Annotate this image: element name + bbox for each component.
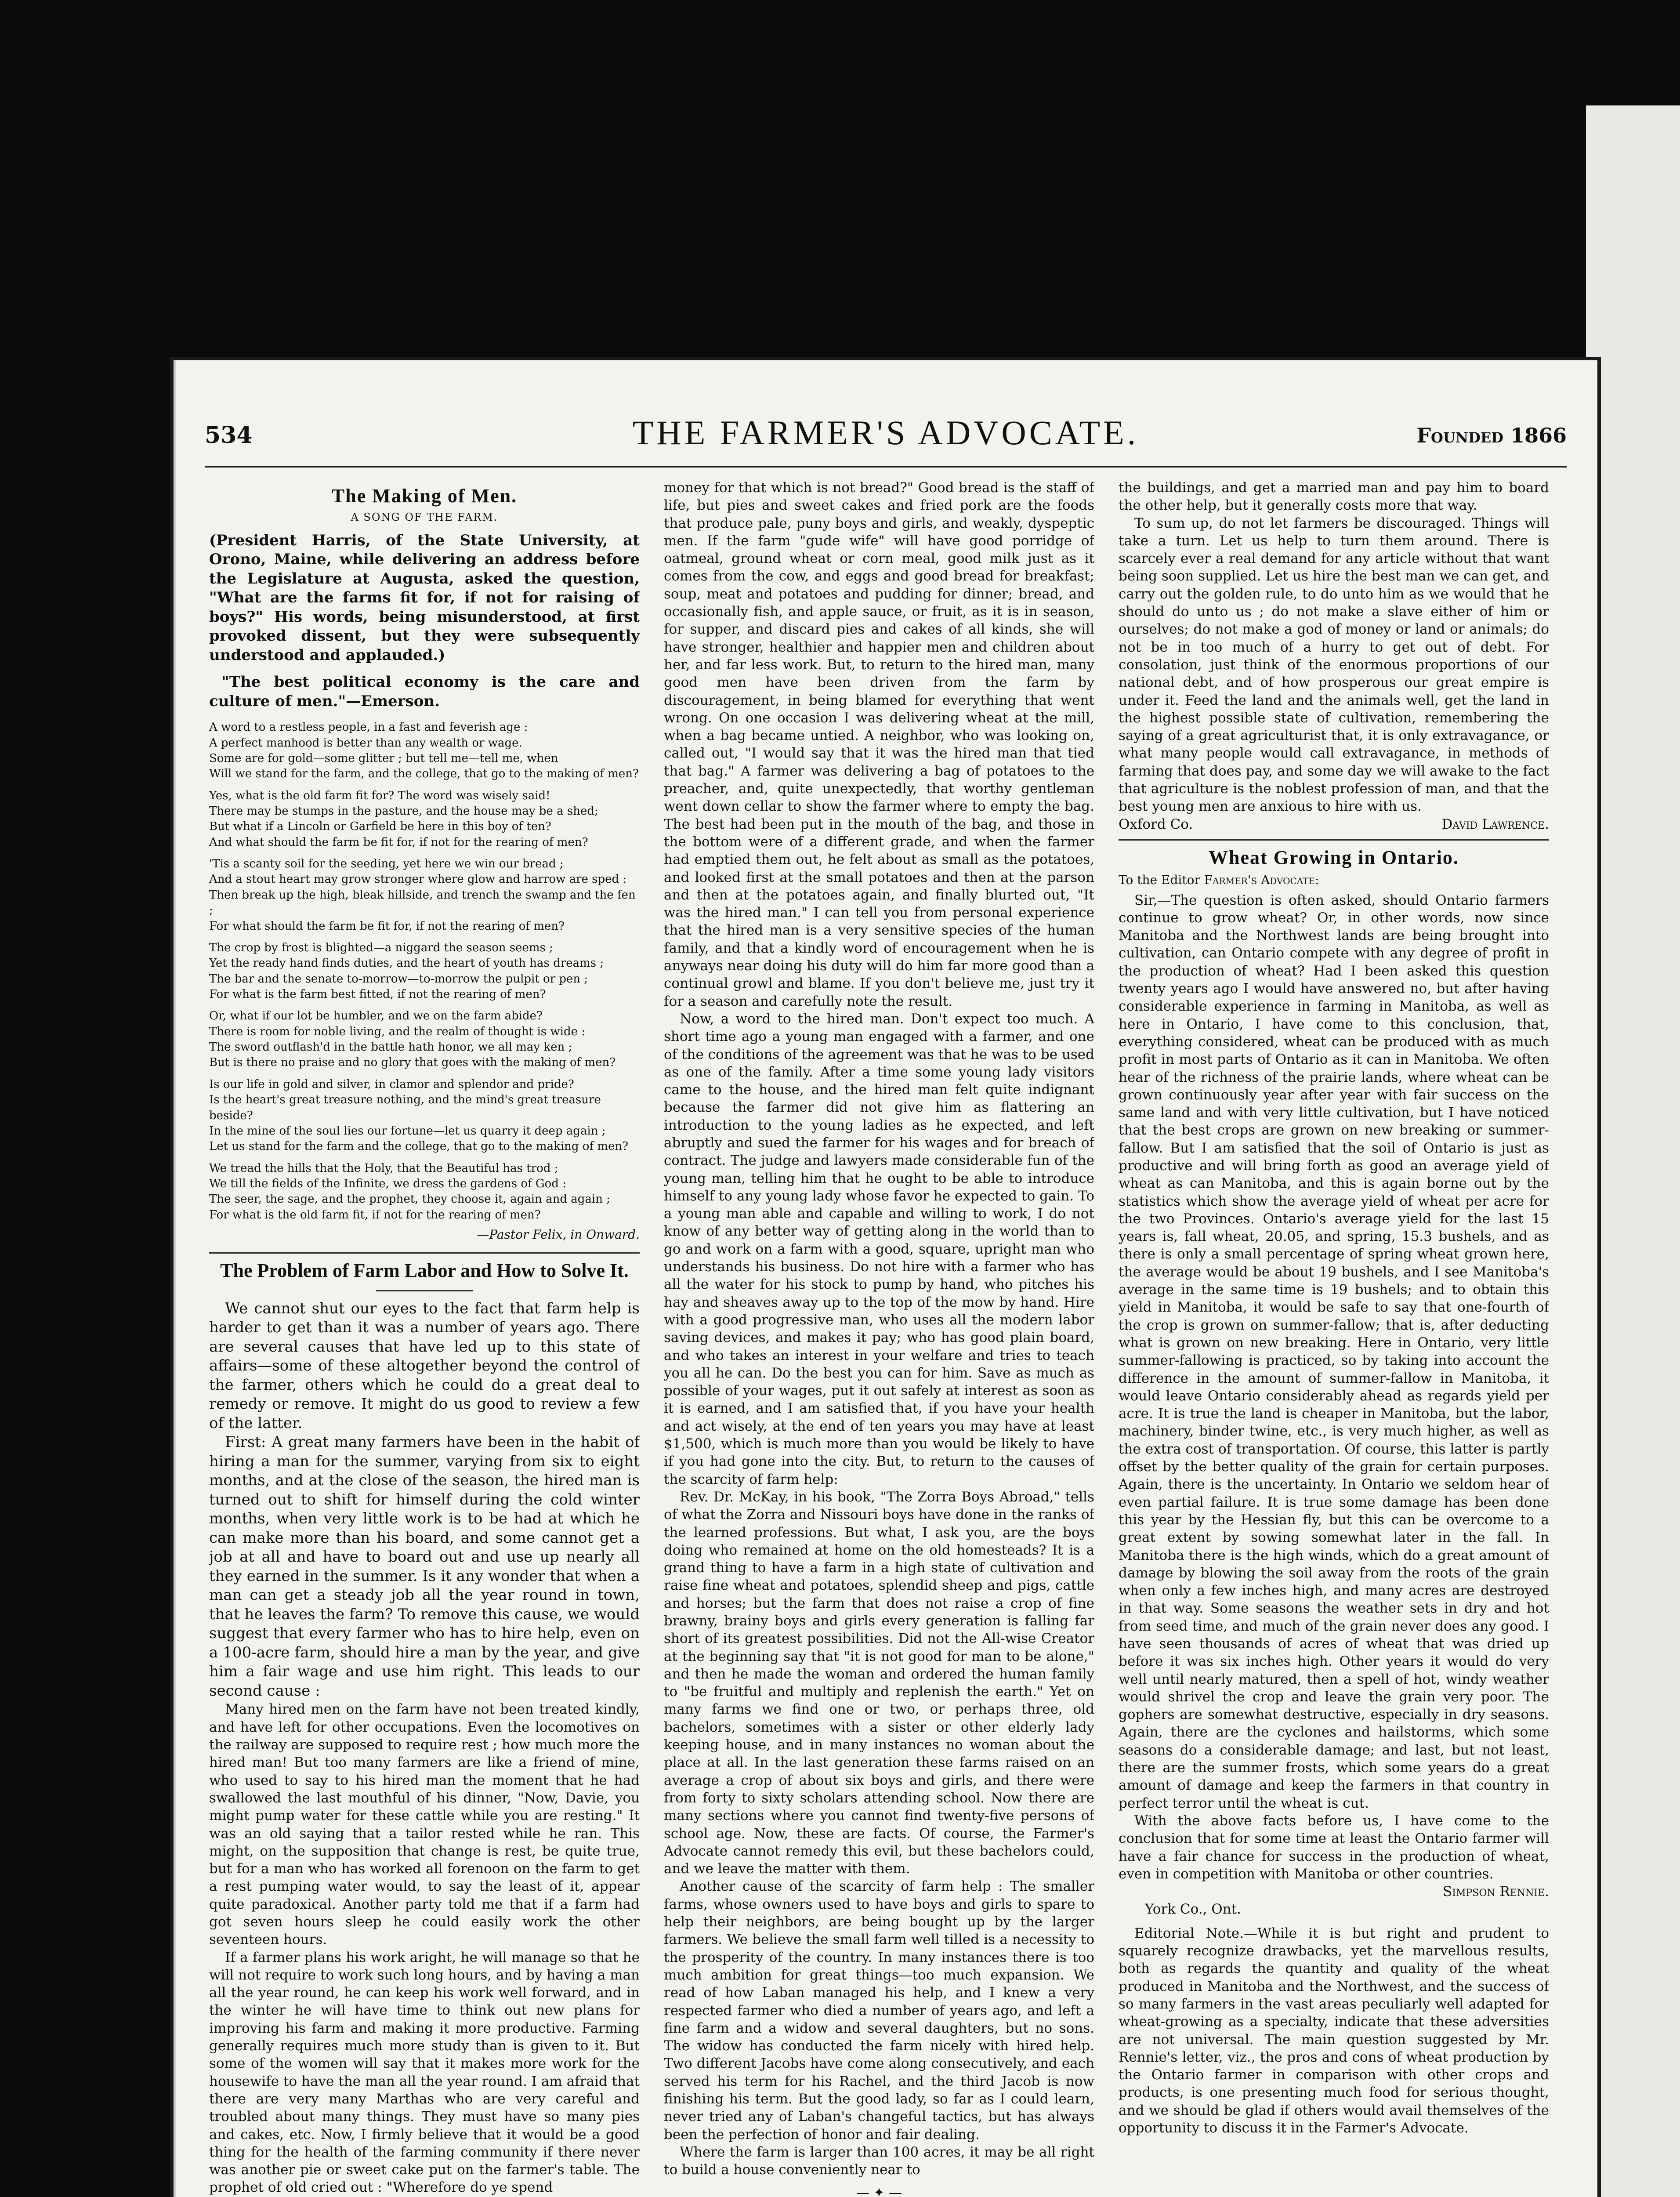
paragraph: Another cause of the scarcity of farm help : The smaller farms, whose owners used to have boys and girls to spare to help their neighbors, are being bought up by the larger farmers. We believe the small farm well tilled is a necessity to the prosperity of the country. In many instances there is too much ambition for great things—too much expansion. We read of how Laban managed his help, and I knew a very respected farmer who died a number of years ago, and left a fine farm and a widow and several daughters, but no sons. The widow has conducted the farm nicely with hired help. Two different Jacobs have come along consecutively, and each served his term for his Rachel, and the third Jacob is now finishing his term. But the good lady, so far as I could learn, never tried any of Laban's changeful tactics, but has always been the perfection of honor and fair dealing. (664, 1878, 1094, 2143)
poem-line: The bar and the senate to-morrow—to-morrow the pulpit or pen ; (209, 972, 588, 986)
stanza-gap (209, 850, 640, 856)
page-header (205, 413, 1567, 461)
paragraph: We cannot shut our eyes to the fact that farm help is harder to get than it was a number of years ago. There are several causes that have led up to this state of affairs—some of these altogether beyond the control of the farmer, others which he could do a great deal to remedy or remove. It might do us good to review a few of the latter. (209, 1299, 640, 1432)
poem-line: And a stout heart may grow stronger where glow and harrow are sped : (209, 873, 627, 886)
poem-line: The seer, the sage, and the prophet, they choose it, again and again ; (209, 1193, 610, 1206)
article-subtitle: A SONG OF THE FARM. (351, 511, 498, 523)
stanza-gap (209, 1071, 640, 1077)
adjacent-page-strip (1586, 105, 1680, 2197)
to-editor-prefix: To the Editor (1119, 872, 1204, 887)
masthead-title: THE FARMER'S ADVOCATE. (632, 413, 1139, 452)
poem-line: But what if a Lincoln or Garfield be here in this boy of ten? (209, 820, 551, 834)
poem-line: For what is the old farm fit, if not for the rearing of men? (209, 1208, 541, 1222)
title-rule (376, 1290, 473, 1291)
paragraph: Now, a word to the hired man. Don't expect too much. A short time ago a young man engaged with a farmer, and one of the conditions of the agreement was that he was to be used as one of the family. After a time some young lady visitors came to the house, and the hired man felt quite indignant because the farmer did not give him as flattering an introduction to the young ladies as he expected, and left abruptly and sued the farmer for his wages and for breach of contract. The judge and lawyers made considerable fun of the young man, telling him that he ought to be able to introduce himself to any young lady whose favor he expected to gain. To a young man able and capable and willing to work, I do not know of any better way of getting along in the world than to go and work on a farm with a good, square, upright man who understands his business. Do not hire with a farmer who has all the water for his stock to pump by hand, who pitches his hay and sheaves away up to the top of the mow by hand. Hire with a good progressive man, who uses all the modern labor saving devices, and makes it pay; who has good plain board, and who takes an interest in your welfare and tries to teach you all he can. Do the best you can for him. Save as much as possible of your wages, put it out safely at interest as soon as it is earned, and I am satisfied that, if you have your health and act wisely, at the end of ten years you may have at least $1,500, which is much more than you would be likely to have if you had gone into the city. But, to return to the causes of the scarcity of farm help: (664, 1011, 1094, 1487)
stanza-gap (209, 1002, 640, 1008)
poem-line: Or, what if our lot be humbler, and we on the farm abide? (209, 1009, 543, 1023)
article-intro: (President Harris, of the State University, at Orono, Maine, while delivering an address before the Legislature at Augusta, asked the question, "What are the farms fit for, if not for raising of boys?" His words, being misunderstood, at first provoked dissent, but they were subsequently understood and applauded.) (209, 531, 640, 664)
signature-place: York Co., Ont. (1145, 1901, 1241, 1918)
column-middle (664, 479, 1094, 2197)
stanza-gap (209, 934, 640, 940)
poem-line: A word to a restless people, in a fast and feverish age : (209, 721, 528, 734)
poem-line: We tread the hills that the Holy, that the Beautiful has trod ; (209, 1161, 558, 1175)
paragraph: Many hired men on the farm have not been treated kindly, and have left for other occupations. Even the locomotives on the railway are supposed to require rest ; how much more the hired man! But too many farmers are like a friend of mine, who used to say to his hired man the moment that he had swallowed the last mouthful of his dinner, "Now, Davie, you might pump water for these cattle while you are resting." It was an old saying that a tailor rested while he ran. This might, on the supposition that change is rest, be quite true, but for a man who has worked all forenoon on the farm to get a rest pumping water would, to say the least of it, appear quite paradoxical. Another party told me that if a farm had got seven hours sleep he could easily work the other seventeen hours. (209, 1701, 640, 1948)
paragraph: If a farmer plans his work aright, he will manage so that he will not require to work such long hours, and by having a man all the year round, he can keep his work well forward, and in the winter he will have time to think out new plans for improving his farm and making it more productive. Farming generally requires much more study than is given to it. But some of the women will say that it makes more work for the housewife to have the man all the year round. I am afraid that there are very many Marthas who are very careful and troubled about many things. They must have so many pies and cakes, etc. Now, I firmly believe that it would be a good thing for the health of the farming community if there never was another pie or sweet cake put on the farmer's table. The prophet of old cried out : "Wherefore do ye spend (209, 1949, 640, 2196)
poem-line: The sword outflash'd in the battle hath honor, we all may ken ; (209, 1040, 572, 1054)
poem-attribution: —Pastor Felix, in Onward. (477, 1227, 640, 1242)
poem-line: Will we stand for the farm, and the college, that go to the making of men? (209, 767, 639, 781)
poem-line: For what is the farm best fitted, if not the rearing of men? (209, 987, 546, 1001)
poem-line: But is there no praise and no glory that goes with the making of men? (209, 1056, 616, 1069)
editorial-note: Editorial Note.—While it is but right and prudent to squarely recognize drawbacks, yet the marvellous results, both as regards the quantity and quality of the wheat produced in Manitoba and the Northwest, and the success of so many farmers in the vast areas peculiarly well adapted for wheat-growing as a specialty, indicate that these adversities are not universal. The main question suggested by Mr. Rennie's letter, viz., the pros and cons of wheat production by the Ontario farmer in comparison with other crops and products, is one presenting much food for serious thought, and we should be glad if others would avail themselves of the opportunity to discuss it in the Farmer's Advocate. (1119, 1925, 1549, 2136)
paragraph: Where the farm is larger than 100 acres, it may be all right to build a house conveniently near to (664, 2144, 1094, 2178)
paragraph: First: A great many farmers have been in the habit of hiring a man for the summer, varying from six to eight months, and at the close of the season, the hired man is turned out to shift for himself during the cold winter months, when very little work is to be had at which he can make more than his board, and some cannot get a job at all and have to board out and use up nearly all they earned in the summer. Is it any wonder that when a man can get a steady job all the year round in town, that he leaves the farm? To remove this cause, we would suggest that every farmer who has to hire help, even on a 100-acre farm, should hire a man by the year, and give him a fair wage and use him right. This leads to our second cause : (209, 1433, 640, 1700)
poem-line: Is our life in gold and silver, in clamor and splendor and pride? (209, 1077, 574, 1091)
stanza-gap (209, 1155, 640, 1161)
to-editor-name: Farmer's Advocate: (1204, 872, 1319, 887)
column-right (1119, 479, 1549, 2197)
poem-line: Some are for gold—some glitter ; but tell me—tell me, when (209, 751, 558, 765)
poem-line: Yet the ready hand finds duties, and the heart of youth has dreams ; (209, 957, 604, 970)
poem-line: There may be stumps in the pasture, and the house may be a shed; (209, 805, 598, 818)
signature-line (1119, 1883, 1549, 1900)
stanza-gap (209, 782, 640, 788)
paragraph: Rev. Dr. McKay, in his book, "The Zorra Boys Abroad," tells of what the Zorra and Nissouri boys have done in the ranks of the learned professions. But what, I ask you, are the boys doing who remained at home on the old homesteads? It is a grand thing to have a farm in a high state of cultivation and raise fine wheat and potatoes, splendid sheep and pigs, cattle and horses; but the farm that does not raise a crop of fine brawny, brainy boys and girls every generation is falling far short of its greatest possibilities. Did not the All-wise Creator at the beginning say that "it is not good for man to be alone," and then he made the woman and ordered the human family to "be fruitful and multiply and replenish the earth." Yet on many farms we find one or two, or perhaps three, old bachelors, sometimes with a sister or other elderly lady keeping house, and in many instances no woman about the place at all. In the last generation these farms raised on an average a crop of about six boys and girls, and there were from forty to sixty scholars attending school. Now there are many sections where you cannot find twenty-five persons of school age. Now, these are facts. Of course, the Farmer's Advocate cannot remedy this evil, but these bachelors could, and we leave the matter with them. (664, 1489, 1094, 1877)
section-divider (1119, 839, 1549, 841)
article-title-making-of-men: The Making of Men. (331, 485, 518, 507)
poem-line: Then break up the high, bleak hillside, and trench the swamp and the fen ; (209, 888, 636, 917)
to-editor-line (1119, 873, 1549, 887)
signature-name: David Lawrence. (1441, 816, 1549, 832)
poem-line: For what should the farm be fit for, if not the rearing of men? (209, 919, 565, 933)
paragraph: To sum up, do not let farmers be discouraged. Things will take a turn. Let us help to turn them around. There is scarcely ever a real demand for any article without that want being soon supplied. Let us hire the best man we can get, and carry out the golden rule, to do unto him as we would that he should do unto us ; do not make a slave either of him or ourselves; do not make a god of money or land or animals; do not be in too much of a hurry to get out of debt. For consolation, just think of the enormous proportions of our national debt, and of how prosperous our great empire is under it. Feed the land and the animals well, get the land in the highest possible state of cultivation, remembering the saying of a great agriculturist that, it is only extravagance, or what many people would call extravagance, in methods of farming that does pay, and some day we will awake to the fact that agriculture is the noblest profession of man, and that the best young men are anxious to hire with us. (1119, 515, 1549, 815)
poem-line: In the mine of the soul lies our fortune—let us quarry it deep again ; (209, 1124, 606, 1138)
poem-line: Let us stand for the farm and the college, that go to the making of men? (209, 1140, 629, 1153)
page-number: 534 (205, 422, 253, 449)
column-left (209, 479, 640, 2197)
poem-line: The crop by frost is blighted—a niggard the season seems ; (209, 941, 553, 954)
section-divider (209, 1252, 640, 1254)
poem-line: 'Tis a scanty soil for the seeding, yet here we win our bread ; (209, 857, 564, 871)
article-title-farm-labor: The Problem of Farm Labor and How to Solve It. (220, 1260, 629, 1282)
paragraph: Sir,—The question is often asked, should Ontario farmers continue to grow wheat? Or, in other words, now since Manitoba and the Northwest lands are being brought into cultivation, can Ontario compete with any degree of profit in the production of wheat? Had I been asked this question twenty years ago I would have answered no, but after having considerable experience in farming in Manitoba, as well as here in Ontario, I have come to this conclusion, that, everything considered, wheat can be produced with as much profit in most parts of Ontario as it can in Manitoba. We often hear of the richness of the prairie lands, where wheat can be grown continuously year after year with fair success on the same land and with very little cultivation, but I have noticed that the best crops are grown on new breaking or summer-fallow. But I am satisfied that the soil of Ontario is just as productive and will bring forth as good an average yield of wheat as can Manitoba, and this is again borne out by the statistics which show the average yield of wheat per acre for the two Provinces. Ontario's average yield for the last 15 years is, fall wheat, 20.05, and spring, 15.3 bushels, and as there is only a small percentage of spring wheat grown here, the average would be about 19 bushels, and I see Manitoba's average in the same time is 19 bushels; and to obtain this yield in Manitoba, it would be safe to say that one-fourth of the crop is grown on summer-fallow; that is, after deducting what is grown on new breaking. Here in Ontario, very little summer-fallowing is practiced, so by taking into account the difference in the amount of summer-fallow in Manitoba, it would leave Ontario considerably ahead as regards yield per acre. It is true the land is cheaper in Manitoba, but the labor, machinery, binder twine, etc., is very much higher, as well as the extra cost of transportation. Of course, this latter is partly offset by the better quality of the grain for certain purposes. Again, there is the uncertainty. In Ontario we seldom hear of even partial failure. It is true some damage has been done this year by the Hessian fly, but this can be overcome to a great extent by sowing somewhat later in the fall. In Manitoba there is the high winds, which do a great amount of damage by blowing the soil away from the roots of the grain when only a few inches high, and many acres are destroyed in that way. Some seasons the weather sets in dry and hot from seed time, and much of the grain never does any good. I have seen thousands of acres of wheat that was dried up before it was six inches high. Other years it would do very well until nearly matured, then a spell of hot, windy weather would shrivel the crop and leave the grain very poor. The gophers are somewhat destructive, especially in dry seasons. Again, there are the cyclones and hailstorms, which some seasons do a considerable damage; and last, but not least, there are the summer frosts, which some years do a great amount of damage and keep the farmers in that country in perfect terror until the wheat is cut. (1119, 892, 1549, 1811)
epigraph: "The best political economy is the care and culture of men."—Emerson. (209, 673, 640, 710)
paragraph: the buildings, and get a married man and pay him to board the other help, but it generally costs more that way. (1119, 480, 1549, 514)
poem-line: There is room for noble living, and the realm of thought is wide : (209, 1025, 585, 1038)
signature-line (1119, 816, 1549, 833)
paragraph: money for that which is not bread?" Good bread is the staff of life, but pies and sweet cakes and fried pork are the foods that produce pale, puny boys and girls, and weakly, dyspeptic men. If the farm "gude wife" will have good porridge of oatmeal, ground wheat or corn meal, good milk just as it comes from the cow, and eggs and good bread for breakfast; soup, meat and potatoes and pudding for dinner; bread, and occasionally fish, and apple sauce, or fruit, as it is in season, for supper, and discard pies and cakes of all kinds, she will have stronger, healthier and happier men and children about her, and far less work. But, to return to the hired man, many good men have been driven from the farm by discouragement, in being blamed for everything that went wrong. On one occasion I was delivering wheat at the mill, when a bag became untied. A neighbor, who was looking on, called out, "I would say that it was the hired man that tied that bag." A farmer was delivering a bag of potatoes to the preacher, and, quite unexpectedly, that worthy gentleman went down cellar to show the farmer where to empty the bag. The best had been put in the mouth of the bag, and those in the bottom were of a different grade, and when the farmer had emptied them out, he felt about as small as the potatoes, and looked first at the small potatoes and then at the parson and then at the potatoes again, and finally blurted out, "It was the hired man." I can tell you from personal experience that the hired man is a very sensitive species of the human family, and that a kindly word of encouragement when he is anyways near doing his duty will do him far more good than a continual growl and blame. If you don't believe me, just try it for a season and carefully note the result. (664, 480, 1094, 1009)
paragraph: With the above facts before us, I have come to the conclusion that for some time at least the Ontario farmer will have a fair chance for success in the production of wheat, even in competition with Manitoba or other countries. (1119, 1813, 1549, 1882)
poem-line: And what should the farm be fit for, if not for the rearing of men? (209, 835, 588, 849)
poem (209, 720, 640, 1223)
signature-place: Oxford Co. (1119, 816, 1193, 832)
newspaper-page (174, 360, 1597, 2197)
signature-name: Simpson Rennie. (1443, 1884, 1549, 1900)
poem-line: We till the fields of the Infinite, we dress the gardens of God : (209, 1177, 566, 1190)
article-title-wheat: Wheat Growing in Ontario. (1209, 846, 1459, 868)
ornament: — ✦ — (856, 2185, 902, 2197)
poem-line: A perfect manhood is better than any wealth or wage. (209, 736, 522, 750)
header-rule (205, 466, 1567, 468)
founded-label: Founded 1866 (1416, 424, 1567, 447)
poem-line: Yes, what is the old farm fit for? The word was wisely said! (209, 789, 550, 802)
signature-place-line (1119, 1900, 1549, 1918)
poem-line: Is the heart's great treasure nothing, and the mind's great treasure beside? (209, 1093, 601, 1122)
